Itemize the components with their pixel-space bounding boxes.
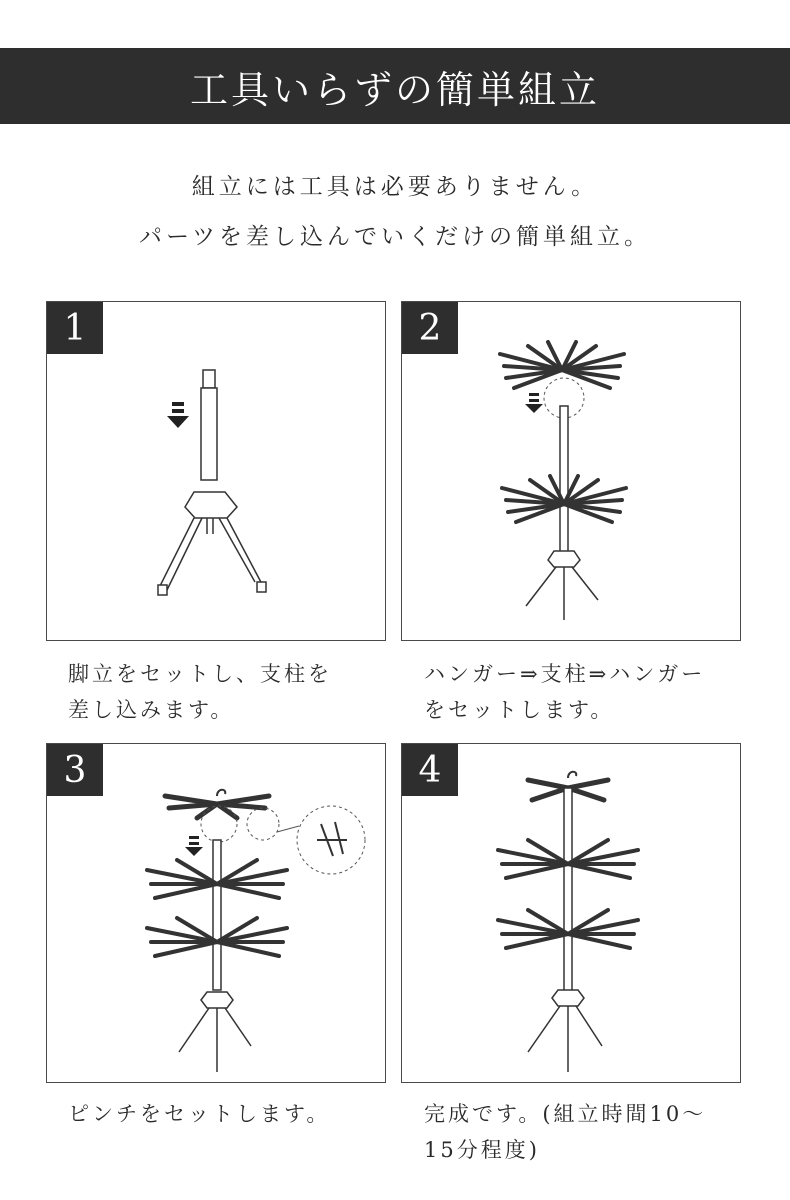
pole-part — [201, 370, 217, 480]
step-1-illustration — [47, 302, 387, 642]
step-4-caption-line-1: 完成です。(組立時間10～ — [424, 1102, 707, 1126]
pole — [560, 406, 568, 556]
intro-line-1: 組立には工具は必要ありません。 — [191, 174, 599, 200]
intro-line-2: パーツを差し込んでいくだけの簡単組立。 — [138, 224, 652, 250]
pole — [564, 788, 572, 998]
step-4-caption-line-2: 15分程度) — [424, 1138, 540, 1162]
step-4-number: 4 — [402, 744, 458, 796]
step-1-panel — [46, 301, 386, 641]
step-1-number: 1 — [47, 302, 103, 354]
pinch-detail — [317, 822, 347, 856]
step-2-caption — [424, 656, 705, 728]
step-2-panel — [401, 301, 741, 641]
step-4-panel — [401, 743, 741, 1083]
step-3-illustration — [47, 744, 387, 1084]
hanger-upper — [500, 342, 624, 388]
title-banner — [0, 48, 790, 124]
down-arrow-icon — [525, 393, 543, 413]
step-3-caption — [68, 1096, 330, 1132]
step-2-illustration — [402, 302, 742, 642]
step-1-caption-line-1: 脚立をセットし、支柱を — [68, 662, 332, 686]
step-3-number: 3 — [47, 744, 103, 796]
step-1-caption — [68, 656, 332, 728]
down-arrow-icon — [167, 402, 189, 428]
step-3-caption-line-1: ピンチをセットします。 — [68, 1102, 331, 1126]
step-1-caption-line-2: 差し込みます。 — [68, 698, 235, 722]
tripod-base — [179, 992, 251, 1072]
hook-icon — [568, 772, 576, 778]
step-4-caption — [424, 1096, 706, 1168]
tripod-base — [528, 990, 602, 1072]
step-4-illustration — [402, 744, 742, 1084]
step-2-caption-line-1: ハンガー⇒支柱⇒ハンガー — [424, 662, 706, 686]
down-arrow-icon — [185, 836, 203, 856]
page-title: 工具いらずの簡単組立 — [189, 67, 600, 112]
top-pinch-hanger — [165, 796, 269, 818]
hook-icon — [217, 790, 225, 796]
pole — [213, 840, 221, 990]
tripod-base — [158, 492, 266, 595]
tripod-base — [526, 551, 598, 620]
step-2-caption-line-2: をセットします。 — [424, 698, 615, 722]
step-3-panel — [46, 743, 386, 1083]
step-2-number: 2 — [402, 302, 458, 354]
